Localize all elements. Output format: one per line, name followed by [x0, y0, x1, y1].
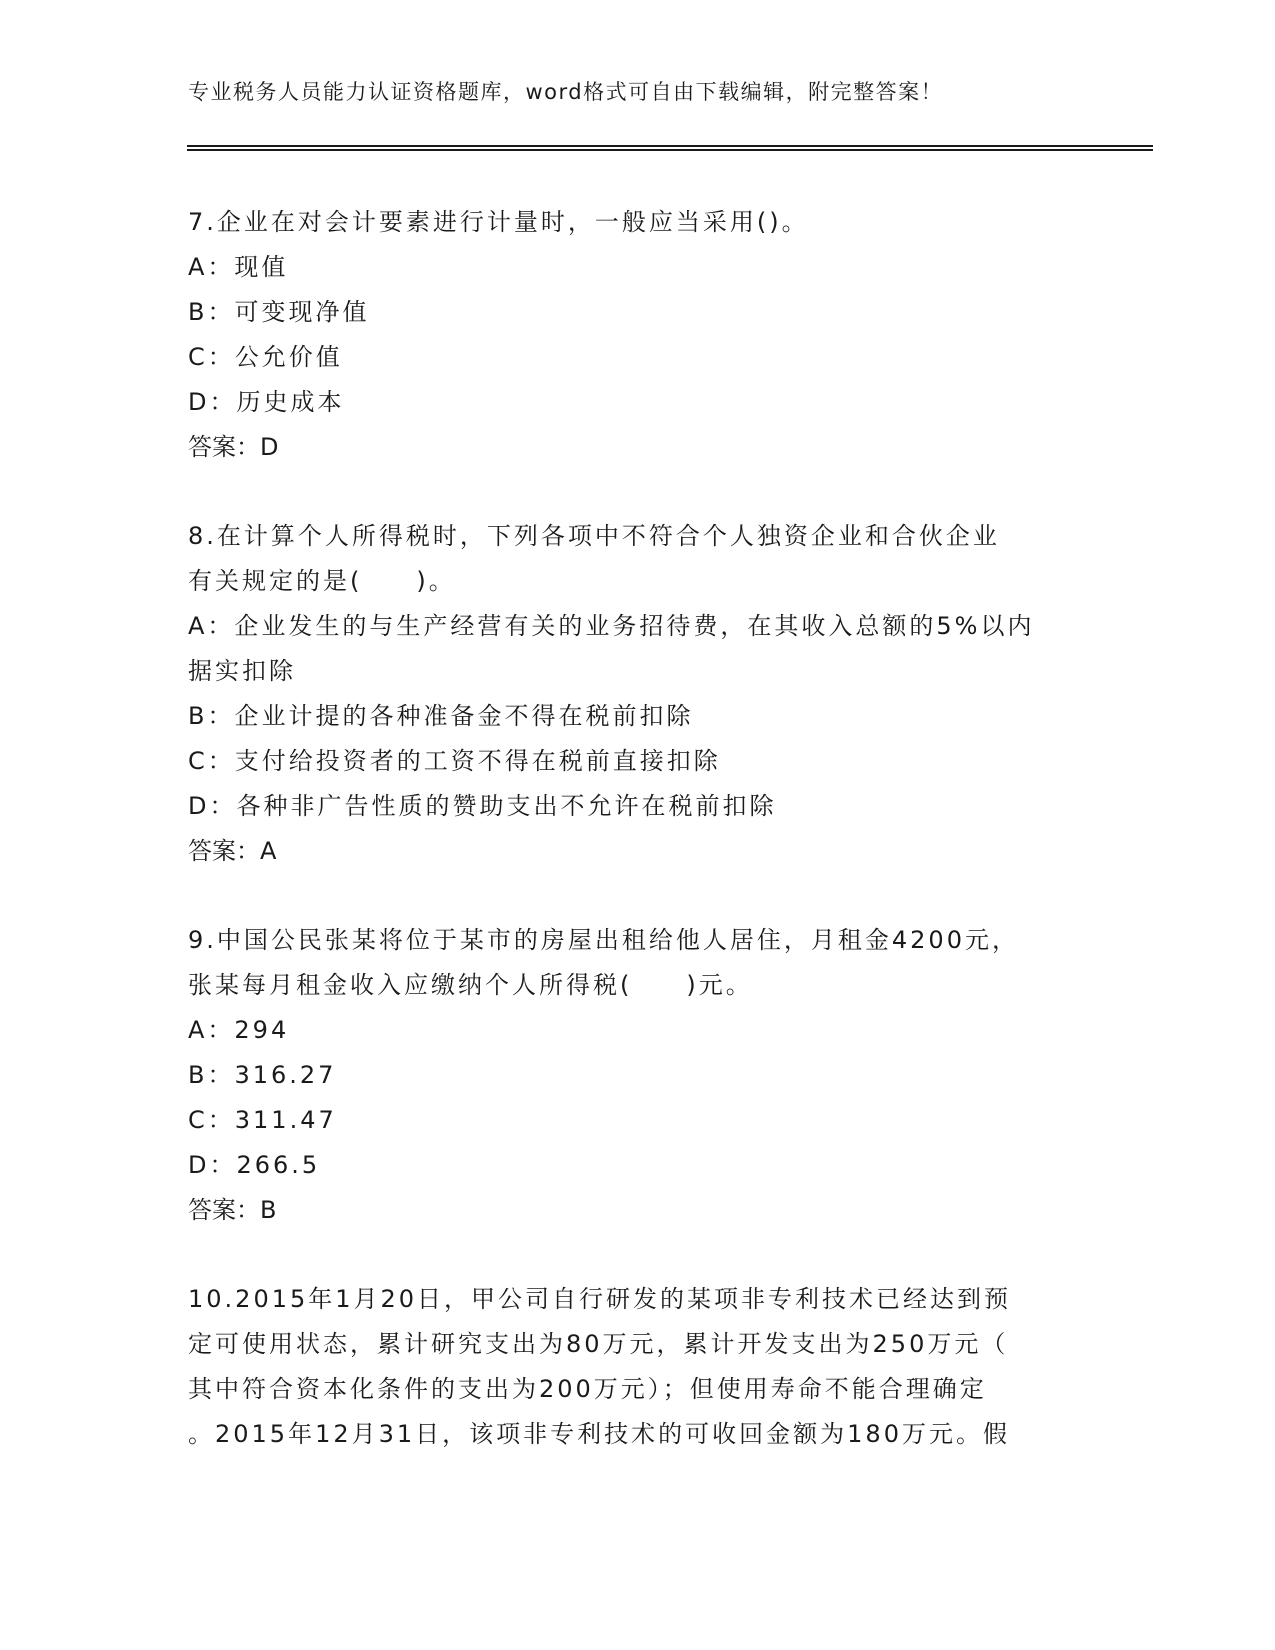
question-9	[188, 918, 1088, 1233]
option-d: D：历史成本	[188, 388, 345, 416]
answer-line: 答案：B	[188, 1196, 277, 1224]
option-a: A：294	[188, 1016, 290, 1044]
question-8	[188, 514, 1088, 874]
stem-line: 8.在计算个人所得税时，下列各项中不符合个人独资企业和合伙企业	[188, 522, 1000, 550]
option-b: B：企业计提的各种准备金不得在税前扣除	[188, 702, 694, 730]
option-d: D：266.5	[188, 1151, 321, 1179]
stem-line: 9.中国公民张某将位于某市的房屋出租给他人居住，月租金4200元，	[188, 926, 1019, 954]
question-stem	[188, 514, 1088, 604]
stem-line: 有关规定的是( )。	[188, 567, 456, 595]
stem-line: 。2015年12月31日，该项非专利技术的可收回金额为180万元。假	[188, 1420, 1010, 1448]
question-stem	[188, 1277, 1088, 1457]
option-d: D：各种非广告性质的赞助支出不允许在税前扣除	[188, 792, 777, 820]
header-divider	[187, 145, 1153, 151]
option-a: A：企业发生的与生产经营有关的业务招待费，在其收入总额的5%以内	[188, 612, 1035, 640]
option-c: C：支付给投资者的工资不得在税前直接扣除	[188, 747, 721, 775]
stem-line: 定可使用状态，累计研究支出为80万元，累计开发支出为250万元（	[188, 1330, 1009, 1358]
answer-line: 答案：A	[188, 837, 277, 865]
question-list	[188, 200, 1088, 1501]
option-c: C：公允价值	[188, 343, 343, 371]
option-b: B：316.27	[188, 1061, 337, 1089]
question-stem	[188, 918, 1088, 1008]
option-a-continued: 据实扣除	[188, 657, 296, 685]
question-10	[188, 1277, 1088, 1457]
stem-line: 7.企业在对会计要素进行计量时，一般应当采用()。	[188, 208, 809, 236]
option-b: B：可变现净值	[188, 298, 370, 326]
stem-line: 10.2015年1月20日，甲公司自行研发的某项非专利技术已经达到预	[188, 1285, 1012, 1313]
option-a: A：现值	[188, 253, 289, 281]
question-7	[188, 200, 1088, 470]
page-header: 专业税务人员能力认证资格题库，word格式可自由下载编辑，附完整答案！	[188, 80, 944, 104]
stem-line: 张某每月租金收入应缴纳个人所得税( )元。	[188, 971, 753, 999]
answer-line: 答案：D	[188, 433, 279, 461]
question-stem	[188, 200, 1088, 245]
option-c: C：311.47	[188, 1106, 337, 1134]
stem-line: 其中符合资本化条件的支出为200万元）；但使用寿命不能合理确定	[188, 1375, 987, 1403]
